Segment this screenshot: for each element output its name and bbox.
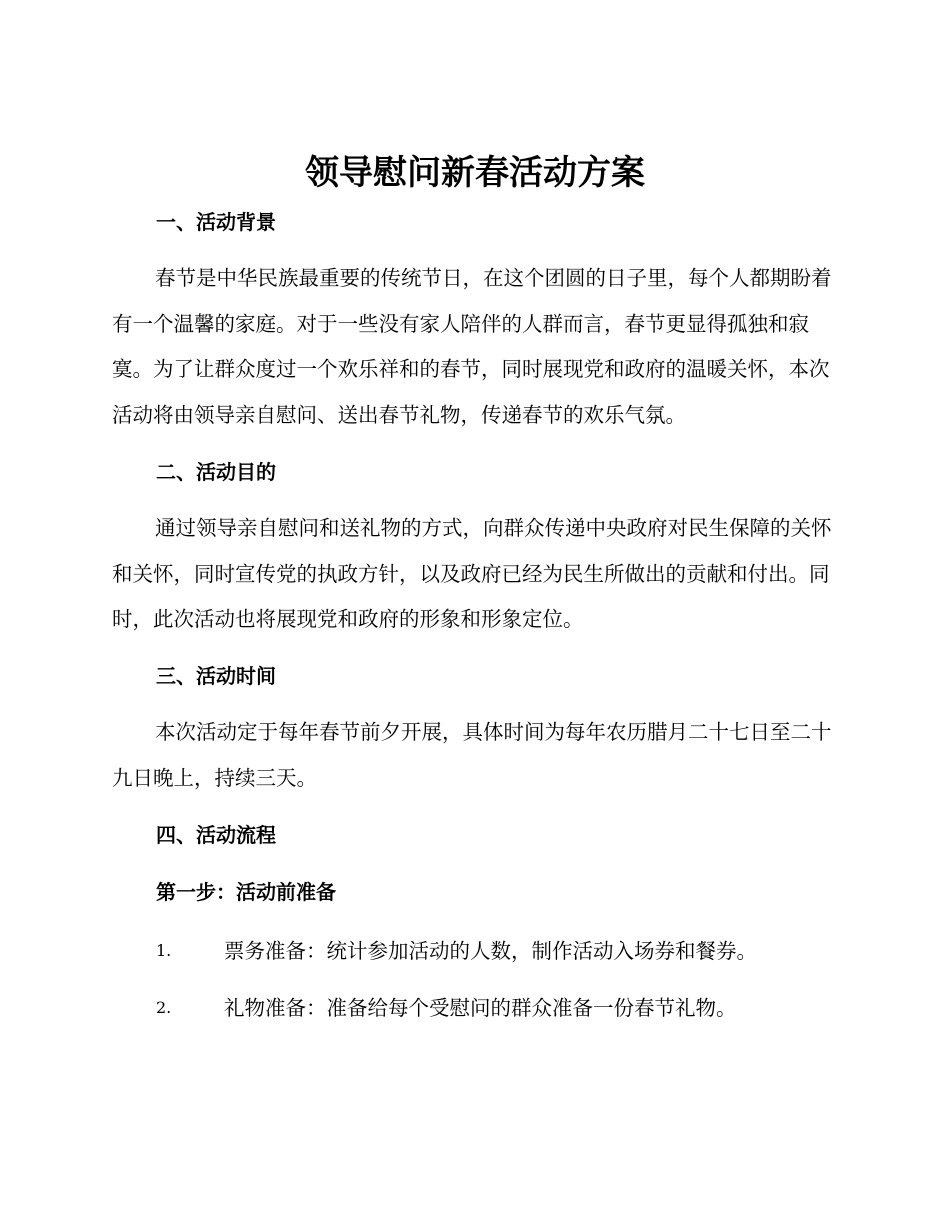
list-number: 1. [156,941,172,960]
section-heading-time: 三、活动时间 [156,664,276,688]
list-number: 2. [156,998,172,1017]
section-heading-purpose: 二、活动目的 [156,460,276,484]
list-text: 票务准备：统计参加活动的人数，制作活动入场券和餐券。 [224,939,757,963]
list-text: 礼物准备：准备给每个受慰问的群众准备一份春节礼物。 [224,996,737,1020]
section-paragraph-purpose: 通过领导亲自慰问和送礼物的方式，向群众传递中央政府对民生保障的关怀和关怀，同时宣传党的执政方针，以及政府已经为民生所做出的贡献和付出。同时，此次活动也将展现党和政府的形象和形象定位。 [112,516,832,631]
section-paragraph-time: 本次活动定于每年春节前夕开展，具体时间为每年农历腊月二十七日至二十九日晚上，持续三天。 [112,720,832,790]
section-heading-background: 一、活动背景 [156,210,276,234]
step-subheading: 第一步：活动前准备 [156,880,336,904]
document-title: 领导慰问新春活动方案 [305,153,645,193]
section-heading-process: 四、活动流程 [156,823,276,847]
section-paragraph-background: 春节是中华民族最重要的传统节日，在这个团圆的日子里，每个人都期盼着有一个温馨的家庭。对于一些没有家人陪伴的人群而言，春节更显得孤独和寂寞。为了让群众度过一个欢乐祥和的春节，同时展现党和政府的温暖关怀，本次活动将由领导亲自慰问、送出春节礼物，传递春节的欢乐气氛。 [112,266,832,427]
